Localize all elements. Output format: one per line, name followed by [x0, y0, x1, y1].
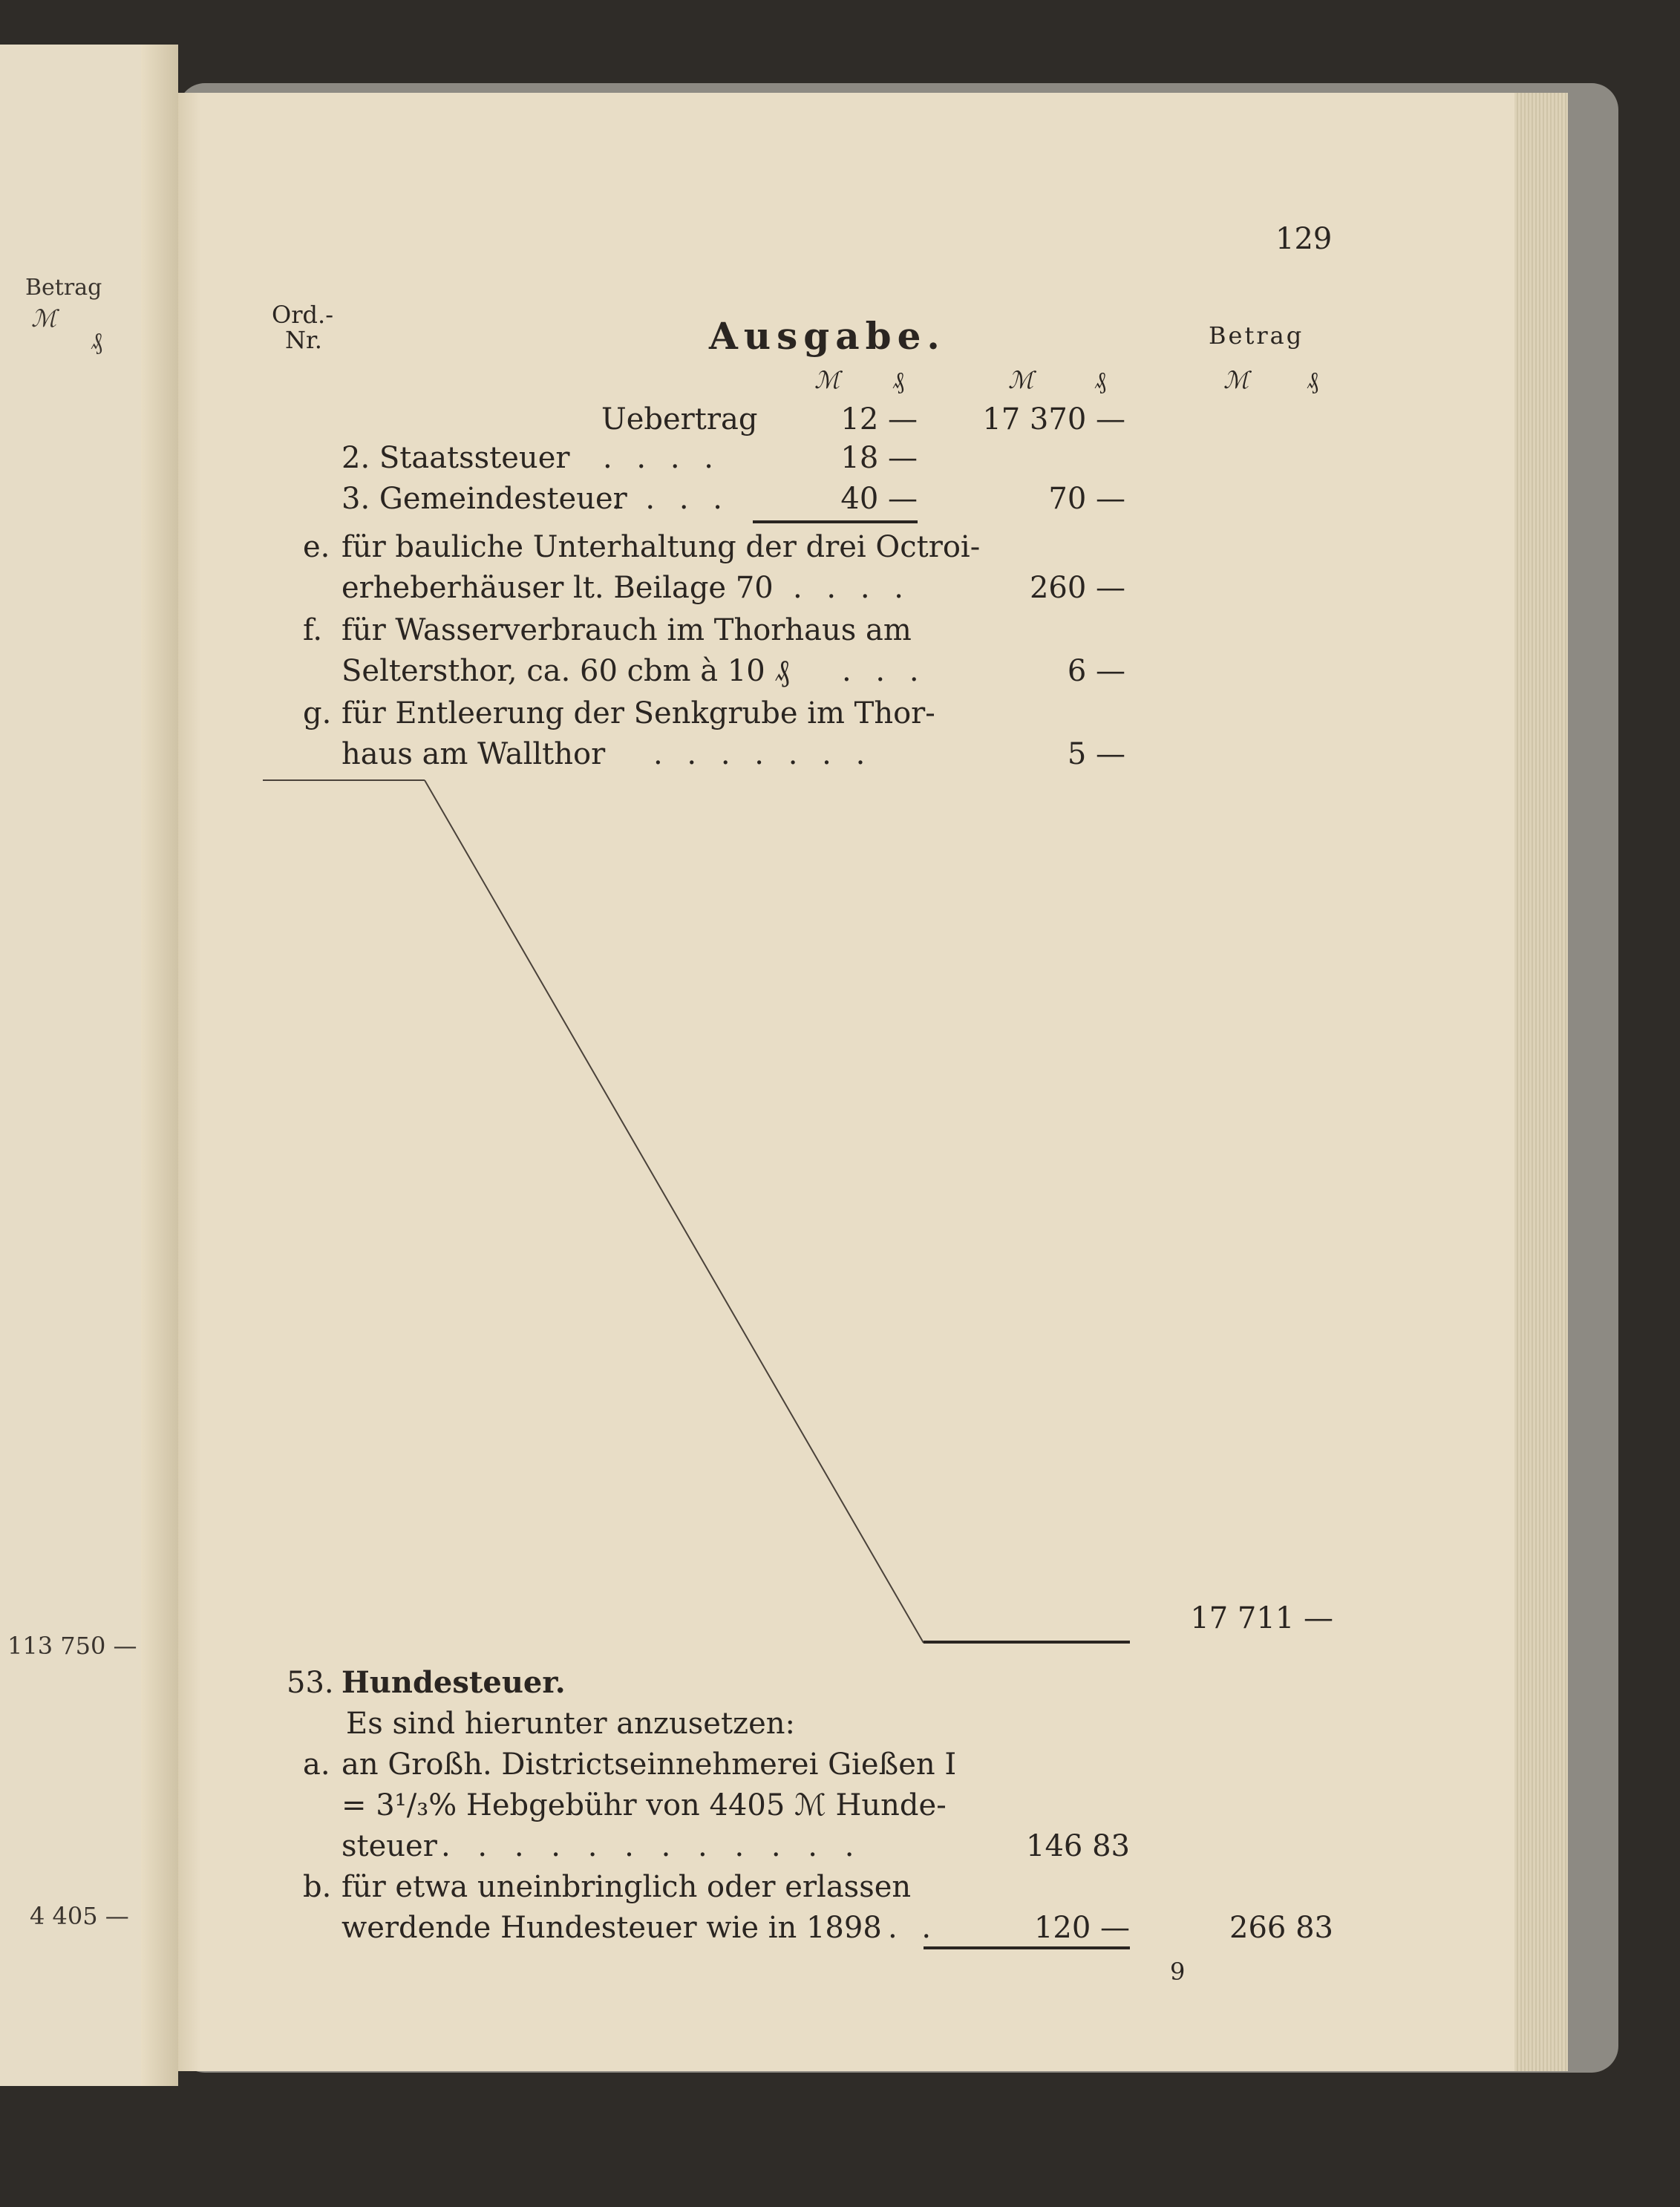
item-b-label: b.	[303, 1870, 332, 1904]
item-a-dots: . . . . . . . . . . . .	[441, 1829, 863, 1863]
item-2-col1: 18 —	[840, 441, 918, 475]
item-a-line-3: steuer	[341, 1829, 437, 1863]
betrag-heading: Betrag	[1209, 321, 1304, 350]
item-g-dots: . . . . . . .	[653, 737, 873, 771]
col1-currency-d: ₰	[892, 366, 904, 394]
item-b-line-2: werdende Hundesteuer wie in 1898	[341, 1911, 882, 1945]
ord-nr-label-line2: Nr.	[285, 326, 322, 354]
item-3-col2: 70 —	[1048, 482, 1125, 516]
item-f-line-1: für Wasserverbrauch im Thorhaus am	[341, 613, 912, 647]
item-e-line-2: erheberhäuser lt. Beilage 70	[341, 571, 774, 605]
section-53-total: 266 83	[1229, 1911, 1333, 1945]
item-g-label: g.	[303, 696, 332, 730]
item-a-label: a.	[303, 1747, 330, 1782]
item-a-line-2: = 3¹/₃% Hebgebühr von 4405 ℳ Hunde-	[341, 1788, 947, 1822]
col3-currency-m: ℳ	[1223, 366, 1249, 394]
item-f-dots: . . .	[842, 654, 926, 688]
col1-currency-m: ℳ	[814, 366, 840, 394]
item-2-label: 2. Staatssteuer	[341, 441, 570, 475]
item-e-dots: . . . .	[793, 571, 912, 605]
section-53-title: Hundesteuer.	[341, 1665, 566, 1700]
item-e-line-1: für bauliche Unterhaltung der drei Octroi-	[341, 530, 981, 564]
item-a-col2: 146 83	[1026, 1829, 1130, 1863]
item-b-dots: . .	[888, 1911, 939, 1945]
left-currency-m: ℳ	[31, 304, 57, 333]
diagonal-strike-line	[425, 780, 924, 1643]
uebertrag-col1: 12 —	[840, 402, 918, 437]
item-3-dots: . . . .	[612, 482, 730, 516]
page-number: 129	[1275, 222, 1333, 256]
left-betrag-heading: Betrag	[25, 275, 102, 301]
item-e-col2: 260 —	[1029, 571, 1125, 605]
left-amount-2: 4 405 —	[30, 1902, 129, 1930]
item-e-label: e.	[303, 530, 330, 564]
ord-nr-label-line1: Ord.-	[272, 301, 333, 329]
item-f-col2: 6 —	[1067, 654, 1125, 688]
item-g-line-1: für Entleerung der Senkgrube im Thor-	[341, 696, 935, 730]
item-3-col1: 40 —	[840, 482, 918, 516]
item-g-line-2: haus am Wallthor	[341, 737, 606, 771]
section-53-number: 53.	[287, 1666, 334, 1700]
left-currency-d: ₰	[91, 327, 102, 355]
col2-currency-d: ₰	[1094, 366, 1106, 394]
item-b-col2: 120 —	[1033, 1911, 1130, 1945]
page-title: Ausgabe.	[709, 314, 946, 358]
item-a-line-1: an Großh. Districtseinnehmerei Gießen I	[341, 1747, 957, 1782]
uebertrag-label: Uebertrag	[601, 402, 758, 437]
section-53-rule	[924, 1946, 1130, 1949]
uebertrag-col2: 17 370 —	[982, 402, 1125, 437]
total-rule	[924, 1641, 1130, 1644]
item-b-line-1: für etwa uneinbringlich oder erlassen	[341, 1870, 912, 1904]
item-g-col2: 5 —	[1067, 737, 1125, 771]
item-2-dots: . . . .	[603, 441, 722, 475]
item-f-label: f.	[303, 613, 323, 647]
col2-currency-m: ℳ	[1008, 366, 1034, 394]
section-53-intro: Es sind hierunter anzusetzen:	[346, 1707, 795, 1741]
col3-currency-d: ₰	[1307, 366, 1318, 394]
item-3-label: 3. Gemeindesteuer	[341, 482, 627, 516]
item-f-line-2: Seltersthor, ca. 60 cbm à 10 ₰	[341, 654, 790, 688]
footer-signature-number: 9	[1170, 1958, 1186, 1986]
left-amount-1: 113 750 —	[7, 1632, 137, 1660]
ausgabe-total: 17 711 —	[1190, 1601, 1333, 1635]
